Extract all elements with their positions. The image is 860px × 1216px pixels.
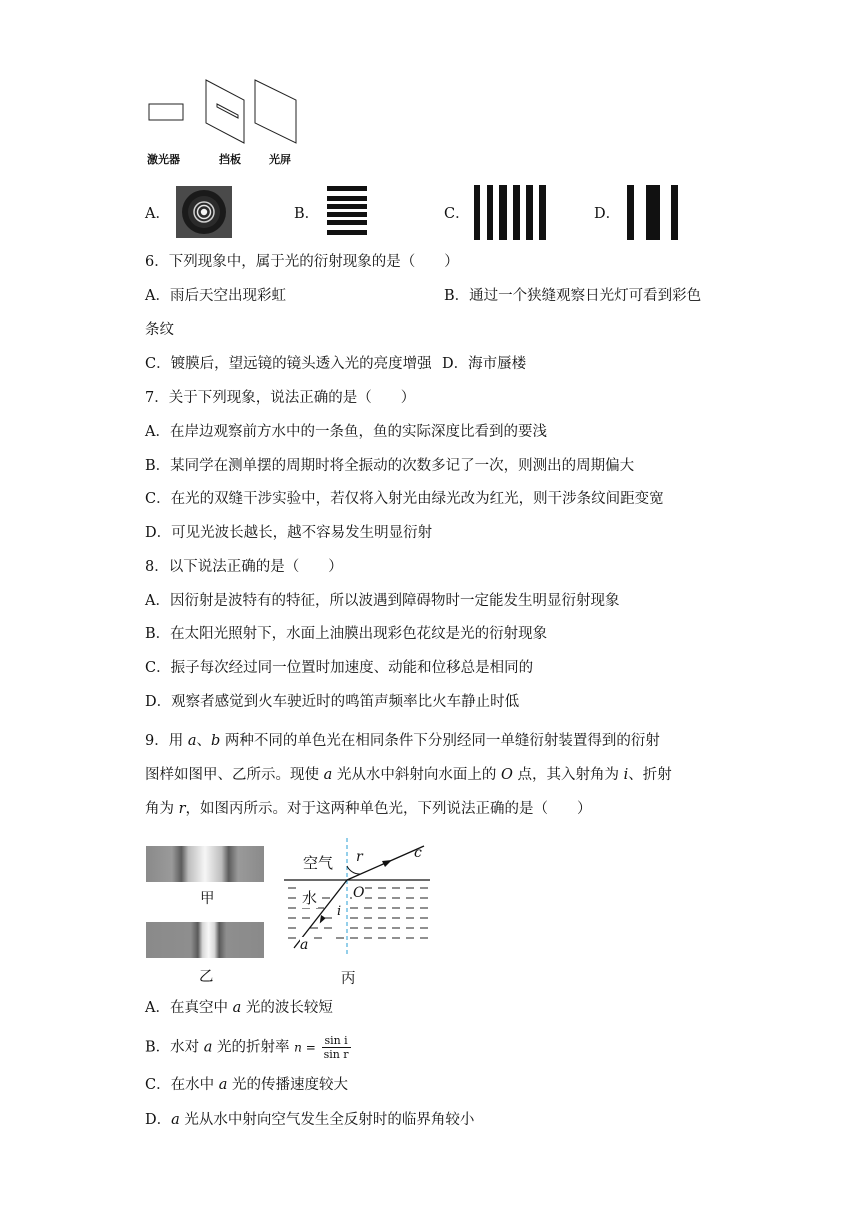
q5-option-a-label: A．	[145, 206, 170, 222]
q6-option-d: D．海市蜃楼	[442, 356, 527, 372]
q9-stem-line-1: 9．用 a、b 两种不同的单色光在相同条件下分别经同一单缝衍射装置得到的衍射	[145, 733, 660, 749]
label-a: a	[300, 937, 309, 953]
q9-option-c: C．在水中 a 光的传播速度较大	[145, 1077, 348, 1093]
q8-stem: 8．以下说法正确的是（ ）	[145, 559, 343, 575]
label-c: c	[414, 845, 422, 861]
q6-option-c: C．镀膜后，望远镜的镜头透入光的亮度增强	[145, 356, 432, 372]
refractive-index-fraction: $\frac{\text{sin i}}{\text{sin r}}$	[323, 1034, 349, 1061]
label-O: O	[353, 885, 365, 901]
label-i: i	[337, 904, 342, 919]
q7-option-c: C．在光的双缝干涉实验中，若仅将入射光由绿光改为红光，则干涉条纹间距变宽	[145, 491, 664, 507]
q7-option-d: D．可见光波长越长，越不容易发生明显衍射	[145, 525, 433, 541]
q5-option-c-label: C．	[444, 206, 470, 222]
q7-stem: 7．关于下列现象，说法正确的是（ ）	[145, 390, 416, 406]
slit-shape	[217, 104, 238, 118]
q8-option-b: B．在太阳光照射下，水面上油膜出现彩色花纹是光的衍射现象	[145, 626, 548, 642]
q8-option-a: A．因衍射是波特有的特征，所以波遇到障碍物时一定能发生明显衍射现象	[145, 593, 620, 609]
q8-option-c: C．振子每次经过同一位置时加速度、动能和位移总是相同的	[145, 660, 534, 676]
q5-option-b-label: B．	[294, 206, 320, 222]
sparse-vertical-stripes-image	[627, 185, 679, 240]
horizontal-stripes-image	[327, 186, 367, 236]
label-r: r	[356, 849, 363, 865]
label-water: 水	[302, 889, 318, 907]
figure-yi-label: 乙	[199, 969, 214, 985]
q9-stem-line-3: 角为 r，如图丙所示。对于这两种单色光，下列说法正确的是（ ）	[145, 801, 592, 817]
q9-option-b: B．水对 a 光的折射率 n = $\frac{\text{sin i}}{\text{sin r}}$	[145, 1034, 349, 1061]
apparatus-diagram	[140, 75, 310, 145]
q5-option-d-label: D．	[594, 206, 621, 222]
q7-option-b: B．某同学在测单摆的周期时将全振动的次数多记了一次，则测出的周期偏大	[145, 458, 635, 474]
q6-option-b-continued: 条纹	[145, 322, 174, 338]
diffraction-pattern-jia	[146, 846, 264, 882]
q9-stem-line-2: 图样如图甲、乙所示。现使 a 光从水中斜射向水面上的 O 点，其入射角为 i、折射	[145, 767, 672, 783]
q7-option-a: A．在岸边观察前方水中的一条鱼，鱼的实际深度比看到的要浅	[145, 424, 547, 440]
q9-option-d: D．a 光从水中射向空气发生全反射时的临界角较小	[145, 1112, 475, 1128]
dense-vertical-stripes-image	[474, 185, 549, 240]
q6-option-b: B．通过一个狭缝观察日光灯可看到彩色	[444, 288, 702, 304]
laser-label: 激光器	[147, 153, 180, 166]
diffraction-pattern-yi	[146, 922, 264, 958]
figure-jia-label: 甲	[200, 891, 215, 907]
q8-option-d: D．观察者感觉到火车驶近时的鸣笛声频率比火车静止时低	[145, 694, 520, 710]
ring-pattern-image	[176, 186, 232, 238]
baffle-label: 挡板	[219, 153, 241, 166]
figure-bing-label: 丙	[341, 971, 356, 987]
screen-label: 光屏	[269, 153, 291, 166]
screen-shape	[255, 80, 296, 143]
label-air: 空气	[303, 854, 334, 872]
laser-shape	[149, 104, 183, 120]
q9-option-a: A．在真空中 a 光的波长较短	[145, 1000, 333, 1016]
q6-option-a: A．雨后天空出现彩虹	[145, 288, 286, 304]
q6-stem: 6．下列现象中，属于光的衍射现象的是（ ）	[145, 254, 459, 270]
